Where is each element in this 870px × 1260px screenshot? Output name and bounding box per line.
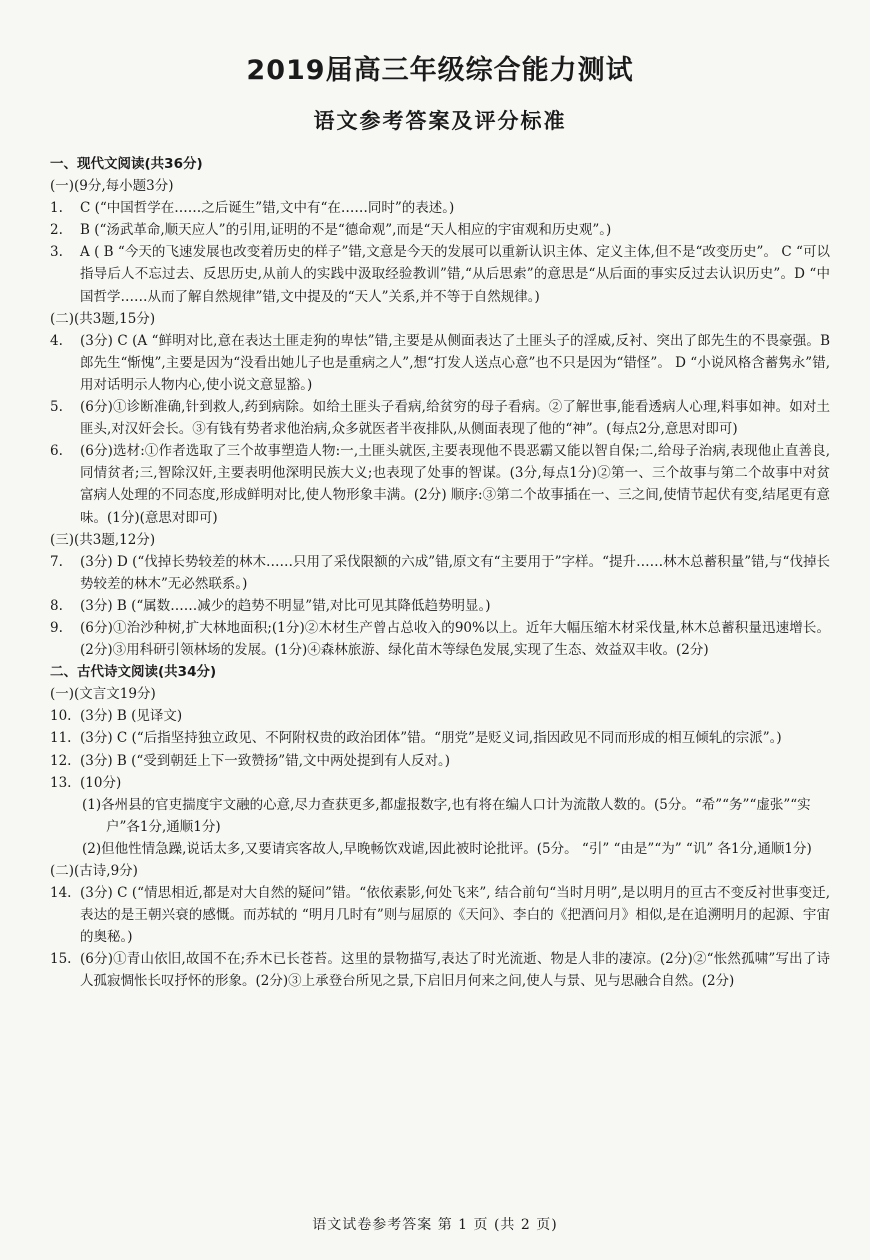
item-number: 10.: [50, 708, 72, 725]
item-text: (6分)①青山依旧,故国不在;乔木已长苍苔。这里的景物描写,表达了时光流逝、物是人非的凄凉。(2分)②“怅然孤啸”写出了诗人孤寂惆怅长叹抒怀的形象。(2分)③上承登台所见之景,下启旧月何来之问,使人与景、见与思融合自然。(2分): [80, 951, 830, 990]
sub-answer: (2)但他性情急躁,说话太多,又要请宾客故人,早晚畅饮戏谑,因此被时论批评。(5分。 “引” “由是”“为” “讥” 各1分,通顺1分): [82, 840, 812, 857]
item-text: (3分) C (“后指坚持独立政见、不阿附权贵的政治团体”错。“朋党”是贬义词,指因政见不同而形成的相互倾轧的宗派”。): [80, 730, 782, 747]
answer-item: [50, 219, 830, 241]
item-number: 2.: [50, 222, 63, 239]
sub-answer: (1)各州县的官吏揣度宇文融的心意,尽力查获更多,都虚报数字,也有将在编人口计为流散人数的。(5分。“希”“务”“虚张”“实户”各1分,通顺1分): [82, 796, 811, 835]
answer-item: [50, 948, 830, 992]
item-number: 3.: [50, 244, 63, 261]
item-text: (3分) C (A “鲜明对比,意在表达土匪走狗的卑怯”错,主要是从侧面表达了土匪头子的淫威,反衬、突出了郎先生的不畏豪强。B 郎先生“惭愧”,主要是因为“没看出她儿子也是重病之人”,想“打发人送点心意”也不只是因为“错怪”。 D “小说风格含蓄隽永”错,用对话明示人物内心,使小说文意显豁。): [80, 332, 830, 393]
item-text: (3分) D (“伐掉长势较差的林木……只用了采伐限额的六成”错,原文有“主要用于”字样。“提升……林木总蓄积量”错,与“伐掉长势较差的林木”无必然联系。): [80, 553, 830, 592]
item-number: 8.: [50, 597, 63, 614]
item-number: 9.: [50, 619, 63, 636]
item-text: (3分) C (“情思相近,都是对大自然的疑问”错。“依依素影,何处飞来”, 结合前句“当时月明”,是以明月的亘古不变反衬世事变迁,表达的是王朝兴衰的感慨。而苏轼的 “明月几时有”则与屈原的《天问》、李白的《把酒问月》相似,是在追溯明月的起源、宇宙的奥秘。): [80, 885, 830, 946]
answer-item: [50, 396, 830, 440]
item-number: 6.: [50, 443, 63, 460]
item-number: 11.: [50, 730, 72, 747]
answer-item: [50, 882, 830, 948]
item-number: 1.: [50, 200, 63, 217]
answer-item: [50, 617, 830, 661]
answer-item: [50, 750, 830, 772]
item-text: (3分) B (见译文): [80, 708, 183, 725]
answer-item: [50, 440, 830, 528]
answer-item: [50, 197, 830, 219]
item-text: (6分)①诊断准确,针到救人,药到病除。如给土匪头子看病,给贫穷的母子看病。②了解世事,能看透病人心理,料事如神。如对土匪头,对汉奸会长。③有钱有势者求他治病,众多就医者半夜排队,从侧面表现了他的“神”。(每点2分,意思对即可): [80, 399, 830, 438]
item-text: A ( B “今天的飞速发展也改变着历史的样子”错,文意是今天的发展可以重新认识主体、定义主体,但不是“改变历史”。 C “可以指导后人不忘过去、反思历史,从前人的实践中汲取经验教训”错,“从后思索”的意思是“从后面的事实反过去认识历史”。D “中国哲学……从而了解自然规律”错,文中提及的“天人”关系,并不等于自然规律。): [80, 244, 830, 305]
page-footer: 语文试卷参考答案 第 1 页 (共 2 页): [312, 1217, 558, 1233]
subsection-heading: (二)(共3题,15分): [50, 310, 156, 327]
answer-content: [50, 153, 830, 993]
item-number: 12.: [50, 752, 72, 769]
item-text: B (“汤武革命,顺天应人”的引用,证明的不是“德命观”,而是“天人相应的宇宙观和历史观”。): [80, 222, 612, 239]
sub-answer-list: [50, 794, 830, 860]
subsection-heading: (一)(9分,每小题3分): [50, 178, 174, 195]
answer-item: [50, 551, 830, 595]
item-text: (3分) B (“受到朝廷上下一致赞扬”错,文中两处提到有人反对。): [80, 752, 451, 769]
section-heading: 二、古代诗文阅读(共34分): [50, 664, 217, 681]
item-number: 15.: [50, 951, 72, 968]
item-number: 4.: [50, 332, 63, 349]
item-text: (10分): [80, 774, 122, 791]
answer-item: [50, 772, 830, 794]
page-subtitle: 语文参考答案及评分标准: [313, 109, 567, 133]
subsection-heading: (二)(古诗,9分): [50, 863, 138, 879]
item-number: 5.: [50, 399, 63, 416]
item-text: (6分)选材:①作者选取了三个故事塑造人物:一,土匪头就医,主要表现他不畏恶霸又能以智自保;二,给母子治病,表现他止直善良,同情贫者;三,智除汉奸,主要表明他深明民族大义;也表现了处事的智谋。(3分,每点1分)②第一、三个故事与第二个故事中对贫富病人处理的不同态度,形成鲜明对比,使人物形象丰满。(2分) 顺序:③第二个故事插在一、三之间,使情节起伏有变,结尾更有意味。(1分)(意思对即可): [80, 443, 830, 526]
item-number: 13.: [50, 774, 72, 791]
answer-item: [50, 241, 830, 307]
answer-item: [50, 330, 830, 396]
answer-item: [50, 595, 830, 617]
item-text: (6分)①治沙种树,扩大林地面积;(1分)②木材生产曾占总收入的90%以上。近年大幅压缩木材采伐量,林木总蓄积量迅速增长。(2分)③用科研引领林场的发展。(1分)④森林旅游、绿化苗木等绿色发展,实现了生态、效益双丰收。(2分): [80, 619, 830, 659]
answer-item: [50, 727, 830, 749]
page-title: 2019届高三年级综合能力测试: [246, 55, 634, 86]
item-text: (3分) B (“属数……减少的趋势不明显”错,对比可见其降低趋势明显。): [80, 597, 491, 614]
item-number: 7.: [50, 553, 63, 570]
subsection-heading: (三)(共3题,12分): [50, 531, 156, 548]
item-text: C (“中国哲学在……之后诞生”错,文中有“在……同时”的表述。): [80, 200, 455, 217]
answer-item: [50, 705, 830, 727]
subsection-heading: (一)(文言文19分): [50, 686, 156, 703]
item-number: 14.: [50, 885, 72, 902]
section-heading: 一、现代文阅读(共36分): [50, 156, 203, 172]
